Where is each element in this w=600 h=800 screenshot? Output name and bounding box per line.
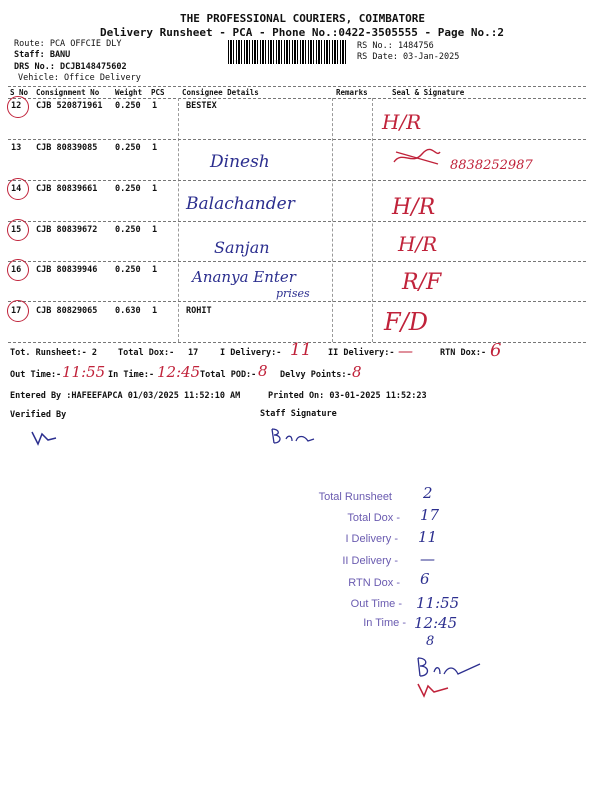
- rs-date: RS Date: 03-Jan-2025: [357, 52, 460, 62]
- row-pcs: 1: [152, 184, 158, 194]
- stamp-total-dox: Total Dox -: [347, 512, 400, 524]
- printed-on: Printed On: 03-01-2025 11:52:23: [268, 391, 427, 401]
- stamp-ii-delivery: II Delivery -: [342, 555, 398, 567]
- row-sno: 16: [11, 265, 22, 275]
- row-pcs: 1: [152, 225, 158, 235]
- in-time-value: 12:45: [157, 363, 201, 381]
- row-pcs: 1: [152, 101, 158, 111]
- row-seal: H/R: [382, 110, 422, 134]
- total-runsheet: Tot. Runsheet:- 2: [10, 348, 97, 358]
- i-delivery-label: I Delivery:-: [220, 348, 282, 358]
- total-pod-value: 8: [258, 362, 268, 380]
- delvy-points-value: 8: [352, 363, 362, 381]
- col-pcs: PCS: [151, 88, 165, 97]
- entered-by: Entered By :HAFEEFAPCA 01/03/2025 11:52:10 AM: [10, 391, 241, 401]
- row-pcs: 1: [152, 265, 158, 275]
- row-consignee-printed: BESTEX: [186, 101, 217, 111]
- col-remarks: Remarks: [336, 88, 368, 97]
- out-time-value: 11:55: [62, 363, 106, 381]
- stamp-rtn-dox-value: 6: [420, 570, 430, 588]
- staff-signature-label: Staff Signature: [260, 409, 337, 419]
- row-weight: 0.250: [115, 101, 141, 111]
- total-pod-label: Total POD:-: [200, 370, 257, 380]
- crossed-signature-icon: [392, 148, 442, 168]
- stamp-verifier-signature: [414, 680, 450, 700]
- runsheet-title: Delivery Runsheet - PCA - Phone No.:0422-3505555 - Page No.:2: [100, 26, 504, 39]
- row-consignee-handwritten: Ananya Enter: [192, 268, 296, 286]
- row-consignment: CJB 520871961: [36, 101, 103, 111]
- staff-label: Staff: BANU: [14, 50, 71, 60]
- stamp-total-runsheet: Total Runsheet: [318, 491, 392, 503]
- stamp-i-delivery: I Delivery -: [345, 533, 398, 545]
- row-consignment: CJB 80839672: [36, 225, 98, 235]
- verifier-signature: [28, 428, 58, 448]
- stamp-in-time: In Time -: [363, 617, 406, 629]
- col-consignment: Consignment No: [36, 88, 100, 97]
- col-seal: Seal & Signature: [392, 88, 465, 97]
- col-consignee: Consignee Details: [182, 88, 259, 97]
- row-seal: H/R: [392, 195, 436, 220]
- row-consignee-handwritten: Balachander: [186, 194, 295, 214]
- drs-label: DRS No.: DCJB148475602: [14, 62, 127, 72]
- row-sno: 15: [11, 225, 22, 235]
- vehicle-label: Vehicle: Office Delivery: [18, 73, 141, 83]
- row-consignee-handwritten: Sanjan: [214, 238, 270, 257]
- col-sno: S No: [10, 88, 29, 97]
- row-consignment: CJB 80829065: [36, 306, 98, 316]
- barcode: [228, 40, 348, 64]
- row-weight: 0.250: [115, 184, 141, 194]
- row-consignee-handwritten: Dinesh: [210, 152, 270, 172]
- stamp-staff-signature: [414, 654, 484, 680]
- row-consignee-handwritten-2: prises: [276, 287, 310, 300]
- row-seal: H/R: [398, 232, 438, 256]
- ii-delivery-value: —: [398, 342, 413, 360]
- total-dox-label: Total Dox:-: [118, 348, 175, 358]
- stamp-out-time-value: 11:55: [416, 594, 460, 612]
- row-sno: 13: [11, 143, 22, 153]
- i-delivery-value: 11: [290, 340, 312, 360]
- stamp-pod-value: 8: [426, 634, 435, 649]
- col-weight: Weight: [115, 88, 143, 97]
- row-sno: 17: [11, 306, 22, 316]
- rtn-dox-value: 6: [490, 340, 502, 361]
- row-sno: 12: [11, 101, 22, 111]
- row-weight: 0.250: [115, 265, 141, 275]
- in-time-label: In Time:-: [108, 370, 155, 380]
- delvy-points-label: Delvy Points:-: [280, 370, 352, 380]
- row-sno: 14: [11, 184, 22, 194]
- row-consignment: CJB 80839946: [36, 265, 98, 275]
- row-seal: R/F: [402, 270, 442, 295]
- stamp-i-delivery-value: 11: [418, 528, 438, 546]
- row-seal: F/D: [384, 308, 428, 336]
- company-name: THE PROFESSIONAL COURIERS, COIMBATORE: [180, 12, 426, 25]
- stamp-total-runsheet-value: 2: [423, 484, 433, 502]
- stamp-rtn-dox: RTN Dox -: [348, 577, 400, 589]
- stamp-total-dox-value: 17: [420, 506, 440, 524]
- row-seal: 8838252987: [450, 158, 533, 173]
- row-pcs: 1: [152, 143, 158, 153]
- row-weight: 0.250: [115, 143, 141, 153]
- row-weight: 0.630: [115, 306, 141, 316]
- out-time-label: Out Time:-: [10, 370, 62, 380]
- stamp-out-time: Out Time -: [350, 598, 402, 610]
- route-label: Route: PCA OFFCIE DLY: [14, 39, 122, 49]
- row-weight: 0.250: [115, 225, 141, 235]
- rtn-dox-label: RTN Dox:-: [440, 348, 487, 358]
- verified-by-label: Verified By: [10, 410, 67, 420]
- ii-delivery-label: II Delivery:-: [328, 348, 395, 358]
- stamp-ii-delivery-value: —: [420, 550, 435, 568]
- stamp-in-time-value: 12:45: [414, 614, 458, 632]
- rs-number: RS No.: 1484756: [357, 41, 434, 51]
- total-dox-value: 17: [188, 348, 199, 358]
- staff-signature: [268, 425, 318, 447]
- row-pcs: 1: [152, 306, 158, 316]
- row-consignment: CJB 80839661: [36, 184, 98, 194]
- row-consignment: CJB 80839085: [36, 143, 98, 153]
- row-consignee-printed: ROHIT: [186, 306, 212, 316]
